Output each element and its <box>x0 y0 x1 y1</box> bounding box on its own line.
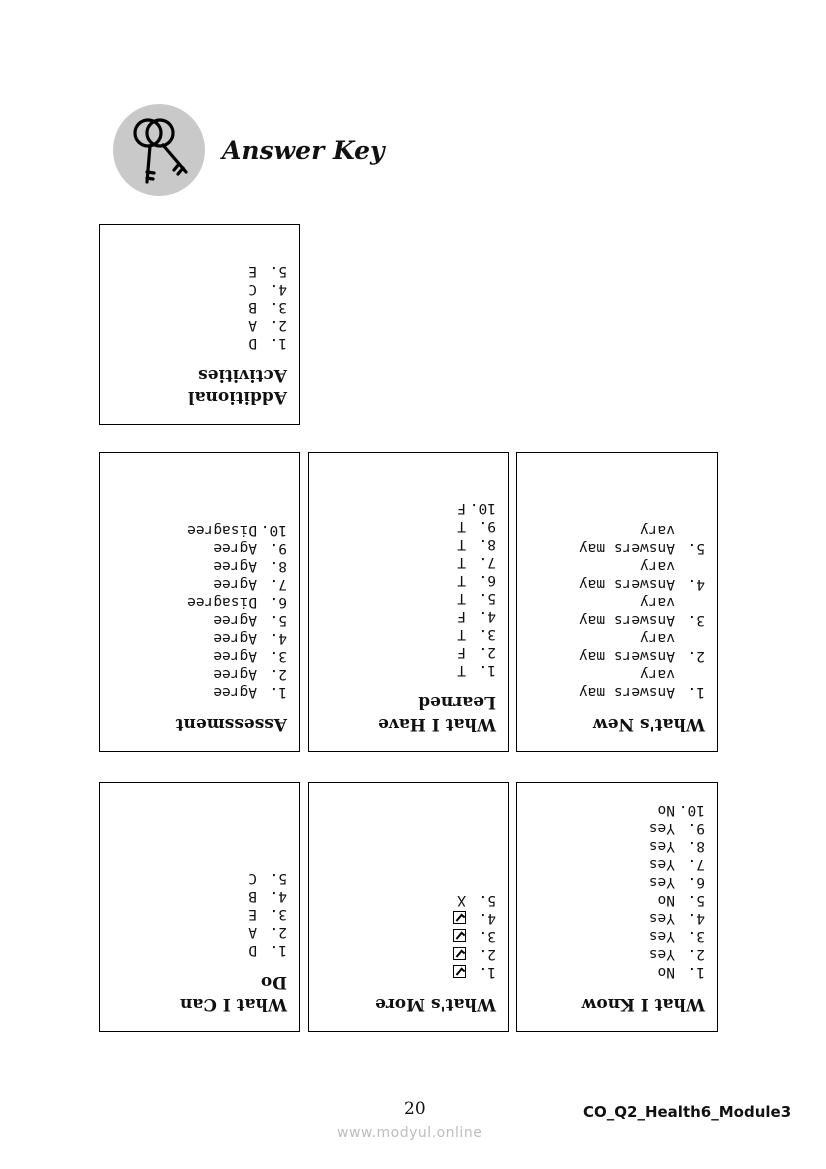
rotated-content <box>309 783 508 1031</box>
answer-value: No <box>657 892 675 908</box>
answer-number: 2. <box>478 644 496 660</box>
answer-number: 9. <box>687 820 705 836</box>
answer-item <box>110 683 287 701</box>
answer-list <box>319 499 496 679</box>
answer-box-assessment <box>99 452 300 752</box>
keys-icon <box>113 104 205 196</box>
answer-number: 6. <box>687 874 705 890</box>
answer-item <box>527 891 705 909</box>
answer-item <box>527 557 705 593</box>
answer-item <box>110 923 287 941</box>
watermark: www.modyul.online <box>337 1125 483 1141</box>
answer-item <box>110 539 287 557</box>
answer-item <box>110 905 287 923</box>
answer-number: 1. <box>269 335 287 351</box>
answer-value: Answers may vary <box>578 522 675 556</box>
checkbox-checked-icon <box>453 947 466 960</box>
answer-item <box>319 661 496 679</box>
rotated-content <box>100 225 299 424</box>
answer-number: 6. <box>269 594 287 610</box>
answer-value: T <box>457 590 466 606</box>
checkbox-checked-icon <box>453 929 466 942</box>
answer-value: Yes <box>648 856 675 872</box>
answer-item <box>527 801 705 819</box>
answer-number: 2. <box>269 924 287 940</box>
answer-value: Yes <box>648 928 675 944</box>
answer-value: X <box>457 892 466 908</box>
answer-value: Agree <box>213 684 257 700</box>
answer-number: 5. <box>269 870 287 886</box>
answer-value: Yes <box>648 820 675 836</box>
answer-value: Disagree <box>187 594 257 610</box>
answer-number: 3. <box>478 626 496 642</box>
answer-number: 3. <box>269 648 287 664</box>
answer-number: 8. <box>687 838 705 854</box>
answer-value: Disagree <box>187 522 257 538</box>
answer-box-additional-activities <box>99 224 300 425</box>
answer-item <box>527 909 705 927</box>
answer-number: 3. <box>687 928 705 944</box>
answer-number: 7. <box>478 554 496 570</box>
answer-value: C <box>248 870 257 886</box>
answer-item <box>319 535 496 553</box>
answer-number: 1. <box>478 964 496 980</box>
answer-value: B <box>248 299 257 315</box>
answer-item <box>110 262 287 280</box>
answer-item <box>319 927 496 945</box>
answer-item <box>319 517 496 535</box>
answer-number: 1. <box>478 662 496 678</box>
answer-item <box>527 855 705 873</box>
page-number: 20 <box>404 1099 426 1119</box>
answer-item <box>319 571 496 589</box>
answer-number: 1. <box>269 942 287 958</box>
answer-number: 5. <box>687 892 705 908</box>
answer-number: 2. <box>269 317 287 333</box>
answer-number: 8. <box>478 536 496 552</box>
answer-item <box>527 927 705 945</box>
answer-number: 4. <box>478 608 496 624</box>
box-title: Additional Activities <box>188 365 287 407</box>
answer-item <box>110 280 287 298</box>
answer-item <box>110 611 287 629</box>
answer-list <box>527 521 705 701</box>
answer-number: 4. <box>269 888 287 904</box>
answer-box-whats-more <box>308 782 509 1032</box>
answer-item <box>527 873 705 891</box>
answer-value: Agree <box>213 648 257 664</box>
answer-value: D <box>248 335 257 351</box>
answer-item <box>110 665 287 683</box>
answer-item <box>110 557 287 575</box>
answer-item <box>110 629 287 647</box>
answer-box-what-i-have-learned <box>308 452 509 752</box>
answer-number: 3. <box>269 906 287 922</box>
answer-list <box>110 869 287 959</box>
answer-value: T <box>457 554 466 570</box>
answer-number: 2. <box>687 946 705 962</box>
answer-value: T <box>457 572 466 588</box>
rotated-content <box>517 783 717 1031</box>
answer-number: 1. <box>269 684 287 700</box>
checkbox-checked-icon <box>453 965 466 978</box>
rotated-content <box>517 453 717 751</box>
answer-item <box>527 819 705 837</box>
answer-item <box>110 521 287 539</box>
answer-item <box>527 629 705 665</box>
answer-value: Answers may vary <box>578 630 675 664</box>
answer-item <box>110 298 287 316</box>
answer-value: Answers may vary <box>578 558 675 592</box>
answer-value: Agree <box>213 612 257 628</box>
answer-number: 1. <box>687 964 705 980</box>
checkbox-checked-icon <box>453 911 466 924</box>
answer-number: 2. <box>269 666 287 682</box>
answer-item <box>319 909 496 927</box>
answer-value: B <box>248 888 257 904</box>
answer-number: 5. <box>478 590 496 606</box>
answer-value: E <box>248 263 257 279</box>
box-title: What's More <box>375 994 496 1014</box>
answer-number: 7. <box>269 576 287 592</box>
rotated-content <box>100 783 299 1031</box>
answer-list <box>319 891 496 981</box>
answer-item <box>319 607 496 625</box>
answer-item <box>527 593 705 629</box>
answer-value: T <box>457 536 466 552</box>
answer-value: Agree <box>213 630 257 646</box>
box-title: What I Know <box>581 994 705 1014</box>
answer-number: 2. <box>687 648 705 664</box>
answer-number: 6. <box>478 572 496 588</box>
answer-list <box>110 521 287 701</box>
answer-item <box>110 575 287 593</box>
answer-number: 5. <box>269 263 287 279</box>
answer-value: C <box>248 281 257 297</box>
box-title: Assessment <box>175 714 287 734</box>
answer-value: F <box>457 644 466 660</box>
answer-item <box>319 553 496 571</box>
answer-box-what-i-know <box>516 782 718 1032</box>
answer-item <box>110 334 287 352</box>
answer-number: 5. <box>269 612 287 628</box>
answer-number: 10. <box>260 522 287 538</box>
answer-number: 9. <box>478 518 496 534</box>
answer-value: T <box>457 626 466 642</box>
answer-value: Yes <box>648 838 675 854</box>
answer-item <box>319 963 496 981</box>
answer-number: 8. <box>269 558 287 574</box>
answer-value: Answers may vary <box>578 594 675 628</box>
answer-item <box>319 499 496 517</box>
answer-number: 3. <box>269 299 287 315</box>
answer-number: 5. <box>478 892 496 908</box>
box-title: What's New <box>592 714 705 734</box>
answer-value: T <box>457 518 466 534</box>
answer-number: 3. <box>687 612 705 628</box>
answer-value: A <box>248 924 257 940</box>
answer-item <box>527 837 705 855</box>
answer-item <box>527 945 705 963</box>
answer-number: 4. <box>687 576 705 592</box>
answer-item <box>319 625 496 643</box>
answer-value: Yes <box>648 946 675 962</box>
box-title: What I Can Do <box>179 972 287 1014</box>
answer-box-whats-new <box>516 452 718 752</box>
answer-item <box>110 869 287 887</box>
module-code: CO_Q2_Health6_Module3 <box>583 1103 792 1121</box>
answer-value: Yes <box>648 910 675 926</box>
answer-list <box>110 262 287 352</box>
answer-item <box>319 891 496 909</box>
answer-number: 1. <box>687 684 705 700</box>
answer-number: 4. <box>269 281 287 297</box>
answer-number: 4. <box>687 910 705 926</box>
answer-number: 4. <box>478 910 496 926</box>
answer-value: T <box>457 662 466 678</box>
answer-number: 9. <box>269 540 287 556</box>
answer-value: E <box>248 906 257 922</box>
answer-item <box>110 316 287 334</box>
answer-number: 7. <box>687 856 705 872</box>
answer-value: Answers may vary <box>578 666 675 700</box>
answer-value: F <box>457 500 466 516</box>
answer-item <box>110 887 287 905</box>
answer-number: 5. <box>687 540 705 556</box>
answer-item <box>319 945 496 963</box>
answer-value: No <box>657 964 675 980</box>
answer-value: Agree <box>213 540 257 556</box>
answer-item <box>110 941 287 959</box>
answer-item <box>527 521 705 557</box>
answer-number: 10. <box>678 802 705 818</box>
box-title: What I Have Learned <box>378 692 496 734</box>
answer-item <box>319 589 496 607</box>
answer-value: D <box>248 942 257 958</box>
answer-number: 3. <box>478 928 496 944</box>
answer-value: Agree <box>213 576 257 592</box>
answer-number: 2. <box>478 946 496 962</box>
answer-list <box>527 801 705 981</box>
answer-item <box>527 665 705 701</box>
answer-item <box>319 643 496 661</box>
answer-value: No <box>657 802 675 818</box>
answer-number: 4. <box>269 630 287 646</box>
answer-number: 10. <box>469 500 496 516</box>
answer-item <box>110 593 287 611</box>
answer-value: Agree <box>213 666 257 682</box>
answer-value: Yes <box>648 874 675 890</box>
answer-value: A <box>248 317 257 333</box>
answer-value: F <box>457 608 466 624</box>
answer-box-what-i-can-do <box>99 782 300 1032</box>
answer-item <box>110 647 287 665</box>
answer-item <box>527 963 705 981</box>
page-title: Answer Key <box>222 136 385 165</box>
rotated-content <box>100 453 299 751</box>
rotated-content <box>309 453 508 751</box>
answer-value: Agree <box>213 558 257 574</box>
